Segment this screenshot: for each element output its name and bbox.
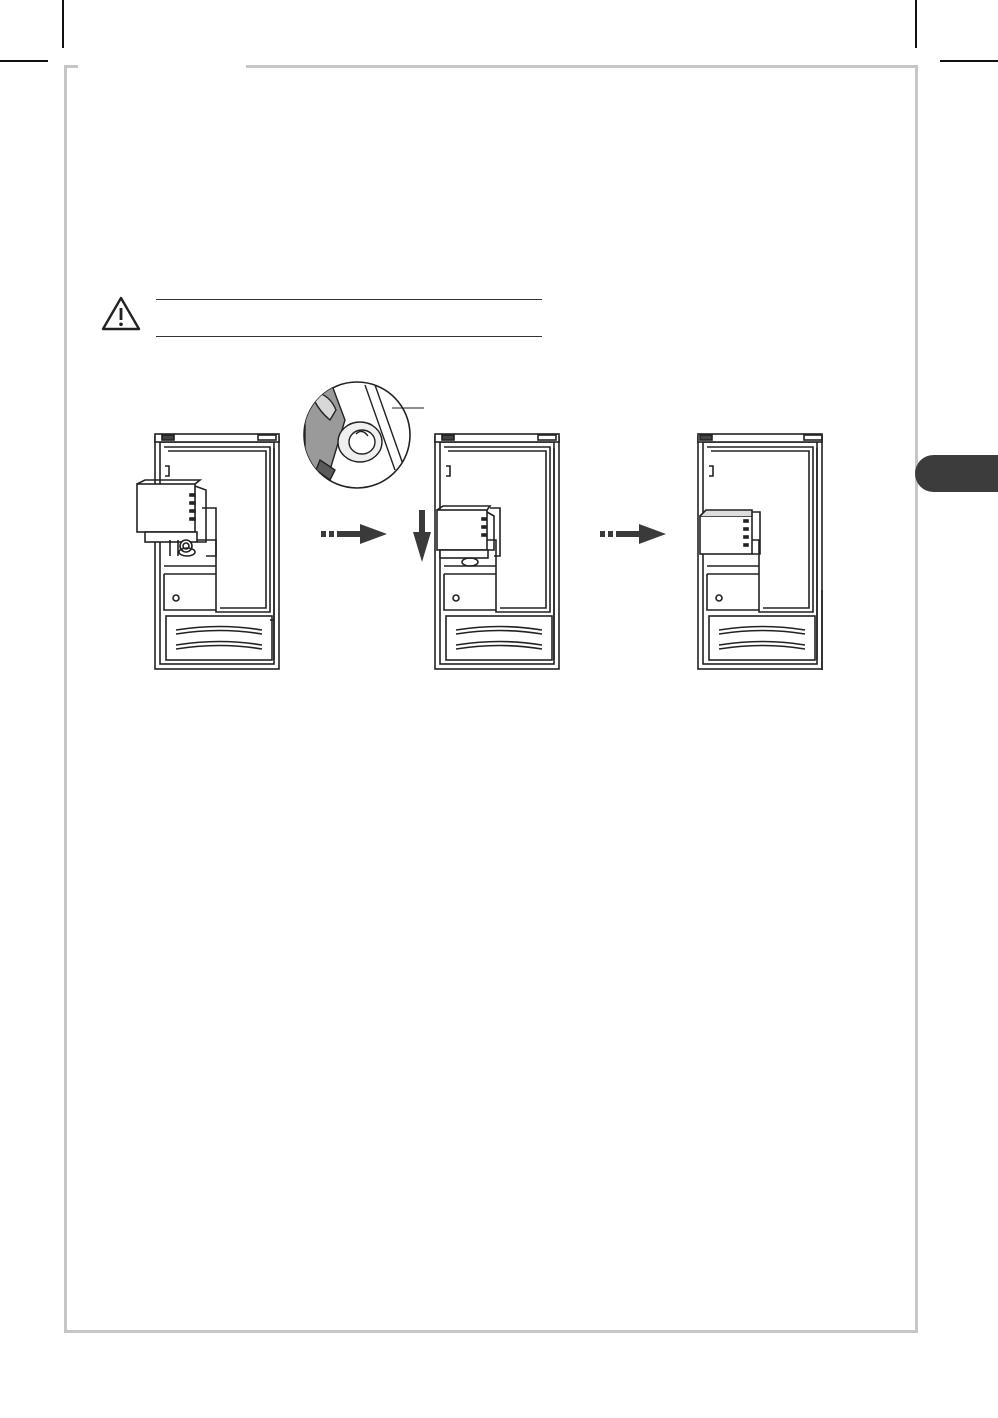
down-arrow [413, 510, 431, 562]
step-1-door [137, 434, 279, 669]
step-3-door [698, 434, 822, 670]
step-arrow-2 [600, 524, 666, 544]
step-arrow-1 [321, 524, 387, 544]
step-2-door [435, 434, 559, 669]
detail-shaft-alignment [304, 380, 424, 488]
